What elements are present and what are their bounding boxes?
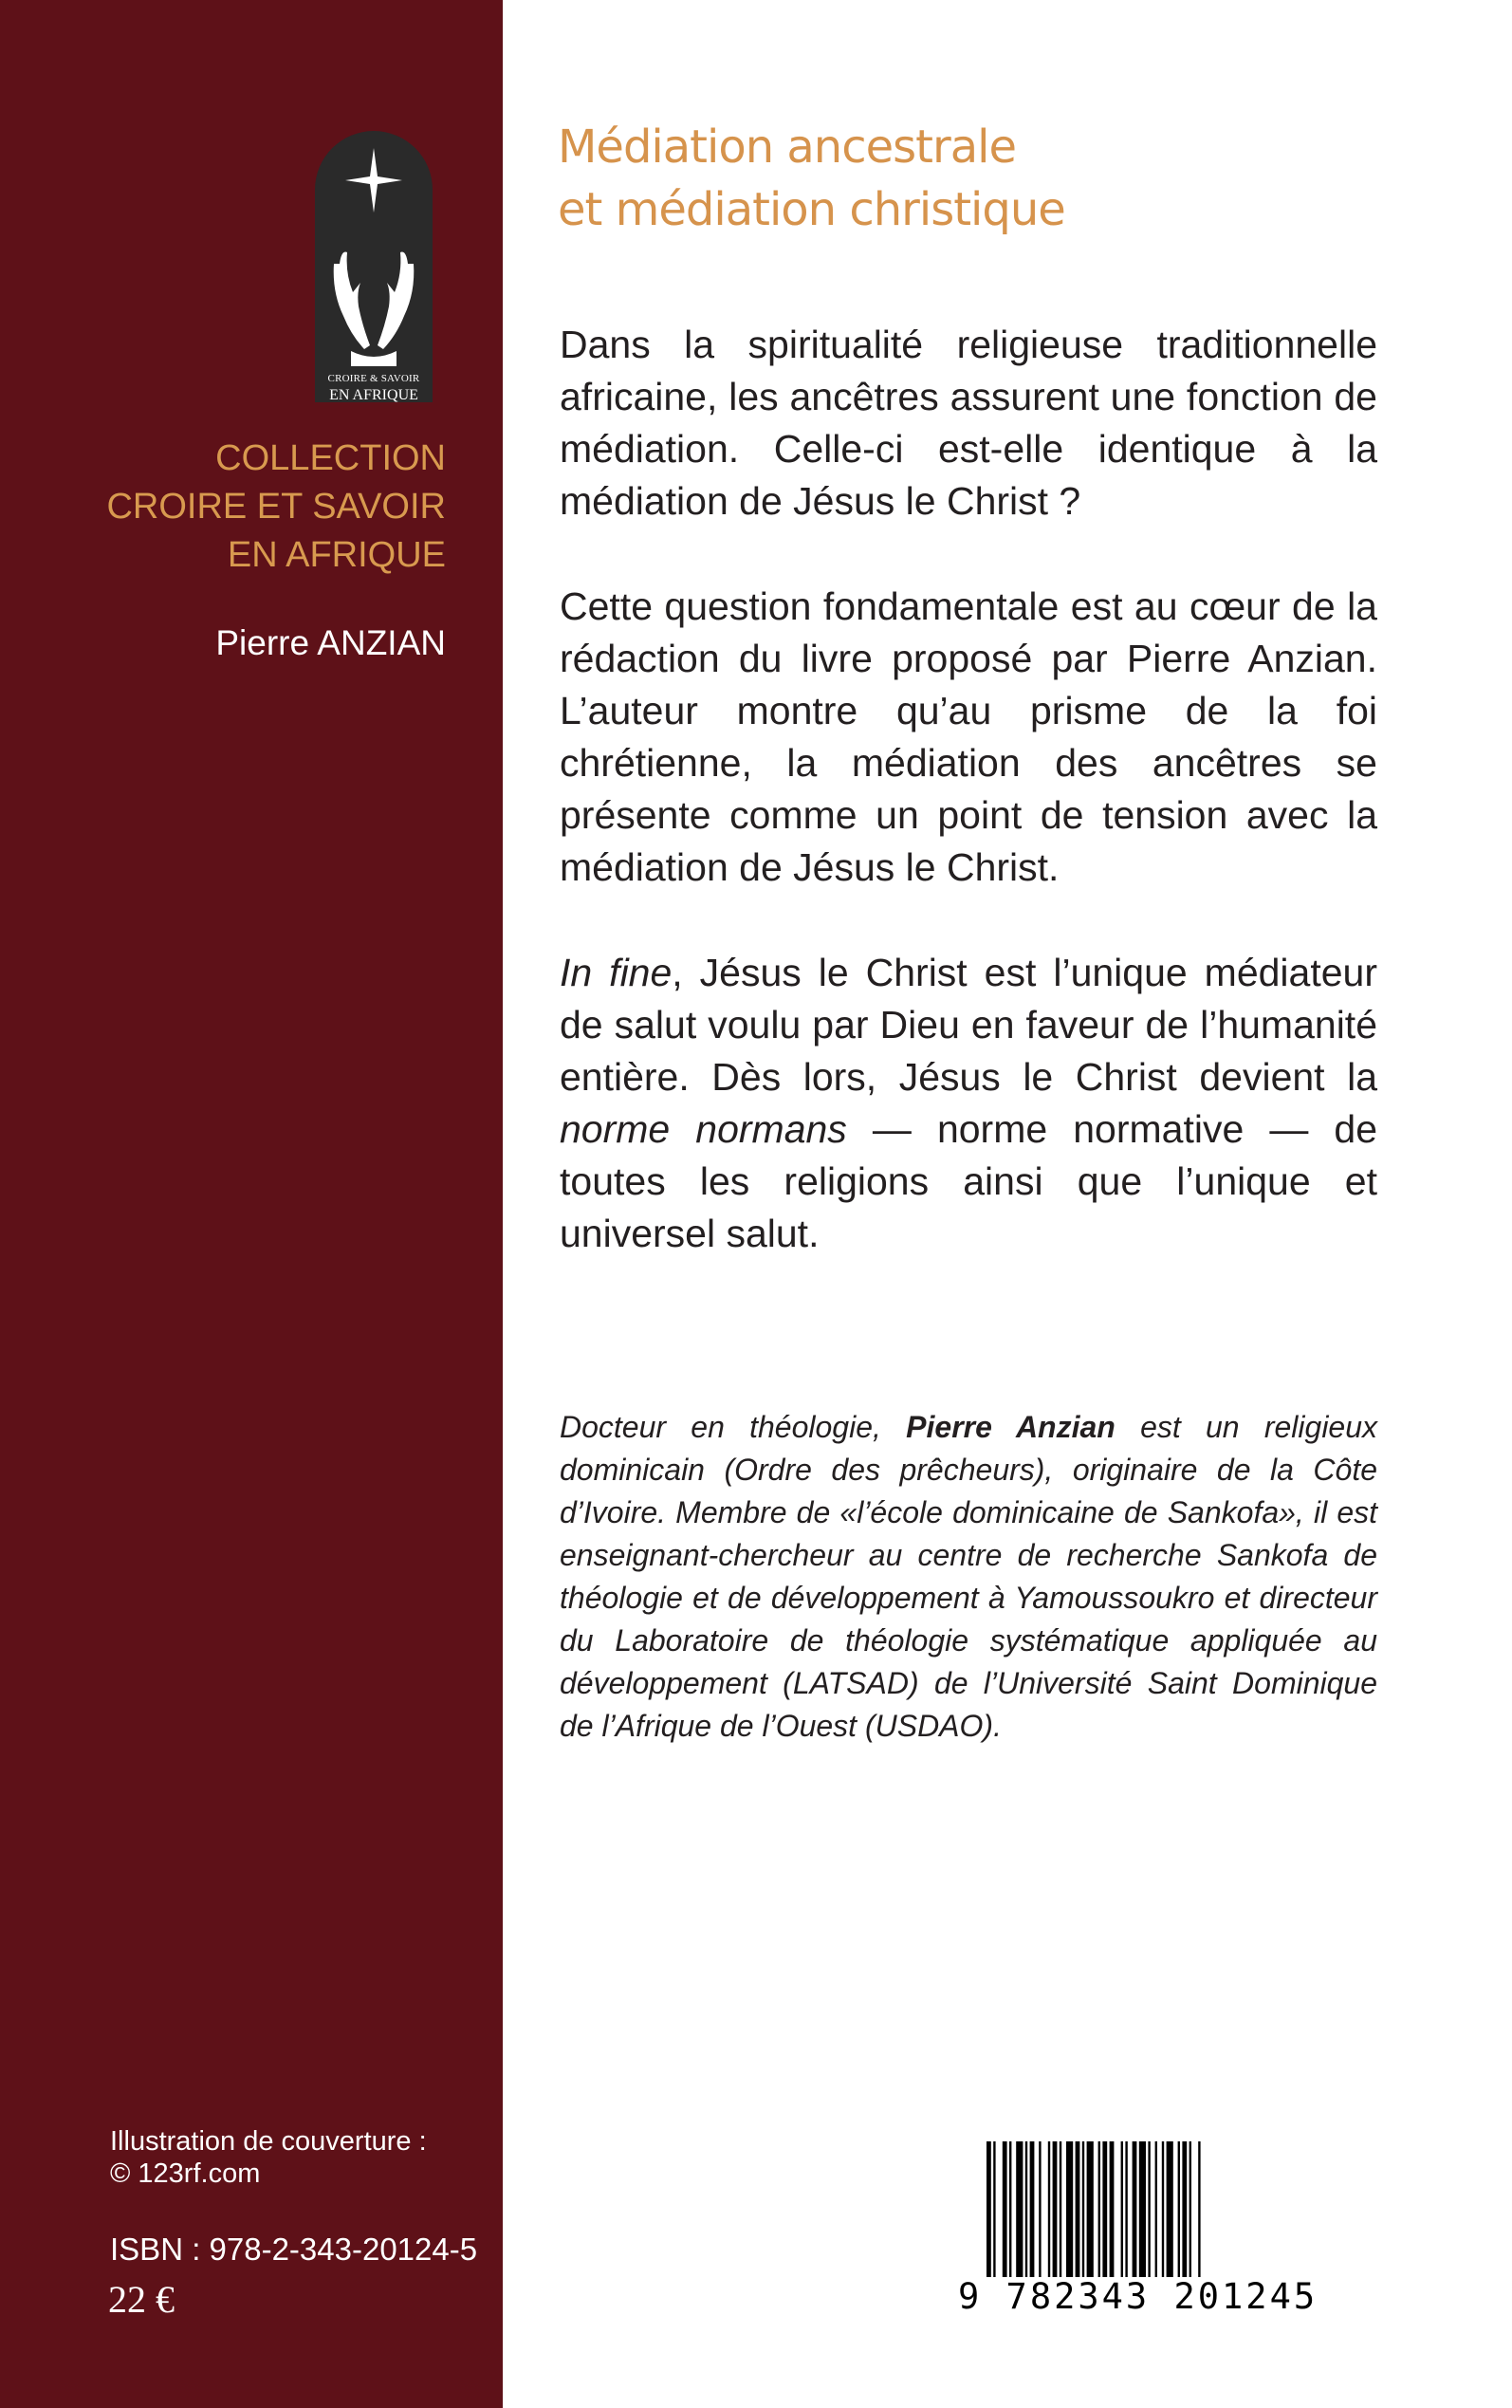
bio-author-name: Pierre Anzian xyxy=(906,1410,1116,1444)
author-name: Pierre ANZIAN xyxy=(215,623,446,662)
collection-line2: CROIRE ET SAVOIR xyxy=(106,487,446,527)
isbn: ISBN : 978-2-343-20124-5 xyxy=(110,2232,478,2267)
in-fine-italic: In fine xyxy=(560,951,673,994)
blurb-paragraph-3 xyxy=(560,947,1377,1260)
book-title xyxy=(558,116,1411,241)
blurb-paragraph-2: Cette question fondamentale est au cœur de la rédaction du livre proposé par Pierre Anzian. L’auteur montre qu’au prisme de la foi chrétienne, la médiation des ancêtres se présente comme un point de tension avec la médiation de Jésus le Christ. xyxy=(560,584,1377,889)
blurb-p3-part-b: — norme normative — de toutes les religions ainsi que l’unique et universel salut. xyxy=(560,1107,1377,1255)
illustration-credit xyxy=(110,2125,489,2190)
bio-lead: Docteur en théologie, xyxy=(560,1410,907,1444)
credit-line2: © 123rf.com xyxy=(110,2158,261,2189)
star-hands-icon xyxy=(315,131,433,402)
title-line1: Médiation ancestrale xyxy=(558,120,1016,174)
collection-line1: COLLECTION xyxy=(215,438,446,478)
blurb-paragraph-1: Dans la spiritualité religieuse traditionnelle africaine, les ancêtres assurent une fonction de médiation. Celle-ci est-elle identique à la médiation de Jésus le Christ ? xyxy=(560,323,1377,523)
barcode-digits: 9 782343 201245 xyxy=(958,2277,1328,2317)
title-line2: et médiation christique xyxy=(558,183,1065,236)
collection-name xyxy=(28,435,446,580)
author-bio xyxy=(560,1406,1377,1748)
norme-normans-italic: norme normans xyxy=(560,1107,847,1151)
logo-caption-line2: EN AFRIQUE xyxy=(329,387,418,403)
collection-line3: EN AFRIQUE xyxy=(227,535,446,575)
logo-caption-line1: CROIRE & SAVOIR xyxy=(327,373,420,384)
blurb-p3-part-a: , Jésus le Christ est l’unique médiateur de salut voulu par Dieu en faveur de l’humanité entière. Dès lors, Jésus le Christ devient la xyxy=(560,951,1377,1099)
bio-rest: est un religieux dominicain (Ordre des prêcheurs), originaire de la Côte d’Ivoire. Membre de «l’école dominicaine de Sankofa», il est enseignant-chercheur au centre de recherche Sankofa de théologie et de développement à Yamoussoukro et directeur du Laboratoire de théologie systématique appliquée au développement (LATSAD) de l’Université Saint Dominique de l’Afrique de l’Ouest (USDAO). xyxy=(560,1410,1378,1743)
blurb xyxy=(560,319,1377,1313)
logo-caption xyxy=(315,370,433,404)
price: 22 € xyxy=(108,2278,175,2321)
credit-line1: Illustration de couverture : xyxy=(110,2126,427,2157)
